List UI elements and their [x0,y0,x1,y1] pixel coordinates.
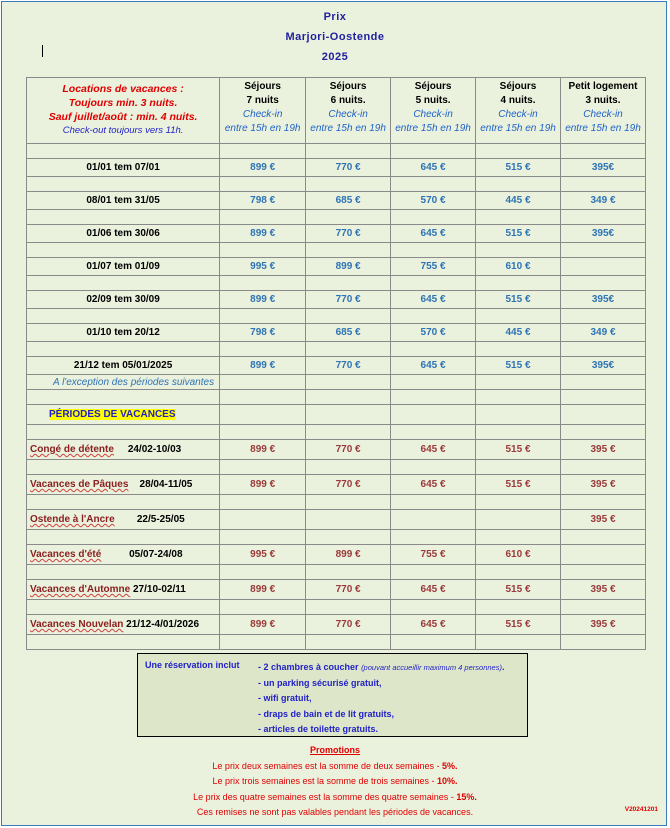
price-cell: 395 € [561,475,646,495]
table-row [27,258,646,276]
price-cell: 645 € [391,159,476,177]
price-cell: 899 € [220,615,306,635]
period-dates: 01/07 tem 01/09 [27,258,220,276]
table-row [27,324,646,342]
table-row [27,545,646,565]
price-cell: 899 € [220,475,306,495]
price-cell: 570 € [391,192,476,210]
conditions-line: Locations de vacances : [62,83,184,95]
list-item: - articles de toilette gratuits. [258,724,379,734]
price-cell: 645 € [391,440,476,460]
table-row [27,475,646,495]
price-cell: 995 € [220,545,306,565]
inclusions-box [137,653,528,737]
promotion-line: Le prix deux semaines est la somme de deux semaines - 5%. [212,760,458,771]
column-header: Petit logement 3 nuits. Check-in entre 15h en 19h [561,78,646,144]
price-cell: 899 € [306,258,391,276]
price-cell: 515 € [476,475,561,495]
price-cell [561,545,646,565]
price-table [26,77,646,650]
holiday-period: Ostende à l'Ancre 22/5-25/05 [27,510,220,530]
table-row [27,159,646,177]
price-cell: 770 € [306,440,391,460]
header-year: 2025 [321,51,349,63]
column-header: Séjours 6 nuits. Check-in entre 15h en 19h [306,78,391,144]
price-cell: 610 € [476,258,561,276]
price-cell: 515 € [476,225,561,243]
promotion-line: Ces remises ne sont pas valables pendant les périodes de vacances. [196,807,474,817]
price-cell: 445 € [476,192,561,210]
price-cell: 685 € [306,324,391,342]
holiday-section-heading: PÉRIODES DE VACANCES [27,405,220,425]
price-cell: 445 € [476,324,561,342]
holiday-period: Vacances d'Automne 27/10-02/11 [27,580,220,600]
price-cell: 770 € [306,580,391,600]
price-cell: 755 € [391,258,476,276]
rental-conditions [27,78,220,144]
list-item: - draps de bain et de lit gratuits, [258,708,395,719]
conditions-line: Toujours min. 3 nuits. [68,97,178,109]
price-cell: 349 € [561,324,646,342]
price-cell: 395 € [561,615,646,635]
price-cell: 395 € [561,510,646,530]
price-cell: 645 € [391,580,476,600]
price-cell: 645 € [391,475,476,495]
table-row [27,192,646,210]
table-row [27,291,646,309]
conditions-line: Sauf juillet/août : min. 4 nuits. [48,111,198,123]
price-cell: 610 € [476,545,561,565]
price-cell: 995 € [220,258,306,276]
price-cell: 899 € [220,159,306,177]
table-row [27,580,646,600]
holiday-period: Vacances d'été 05/07-24/08 [27,545,220,565]
price-cell: 685 € [306,192,391,210]
list-item: - 2 chambres à coucher (pouvant accueillir maximum 4 personnes). [258,662,505,672]
period-dates: 08/01 tem 31/05 [27,192,220,210]
period-dates: 21/12 tem 05/01/2025 [27,357,220,375]
price-cell: 899 € [220,357,306,375]
price-cell: 770 € [306,615,391,635]
price-cell: 395 € [561,440,646,460]
inclusions-label: Une réservation inclut [145,660,240,670]
table-row [27,357,646,375]
promotion-line: Le prix trois semaines est la somme de trois semaines - 10%. [212,776,458,786]
table-row [27,510,646,530]
price-cell: 395€ [561,225,646,243]
version-stamp: V20241201 [624,806,658,813]
price-cell: 798 € [220,192,306,210]
price-cell: 515 € [476,357,561,375]
price-cell: 770 € [306,159,391,177]
checkout-line: Check-out toujours vers 11h. [62,125,184,136]
price-cell: 899 € [220,580,306,600]
price-cell [561,258,646,276]
price-cell: 395€ [561,357,646,375]
holiday-period: Congé de détente 24/02-10/03 [27,440,220,460]
column-header: Séjours 5 nuits. Check-in entre 15h en 19h [391,78,476,144]
header-location: Marjori-Oostende [285,31,385,43]
price-cell: 899 € [220,440,306,460]
price-cell: 770 € [306,475,391,495]
header-title: Prix [323,11,347,23]
list-item: - wifi gratuit, [258,693,312,703]
price-cell: 349 € [561,192,646,210]
price-cell: 645 € [391,225,476,243]
price-cell: 515 € [476,440,561,460]
period-dates: 02/09 tem 30/09 [27,291,220,309]
price-cell: 645 € [391,291,476,309]
price-cell: 395€ [561,159,646,177]
column-header: Séjours 7 nuits Check-in entre 15h en 19h [220,78,306,144]
price-cell: 645 € [391,615,476,635]
price-cell: 899 € [220,291,306,309]
text-cursor [42,45,43,57]
price-cell: 645 € [391,357,476,375]
price-cell: 899 € [220,225,306,243]
price-cell [306,510,391,530]
table-header-row [27,78,646,144]
price-cell [476,510,561,530]
table-row [27,440,646,460]
price-cell: 515 € [476,159,561,177]
price-sheet [1,1,667,826]
price-cell: 515 € [476,580,561,600]
period-dates: 01/01 tem 07/01 [27,159,220,177]
period-dates: 01/10 tem 20/12 [27,324,220,342]
price-cell: 515 € [476,615,561,635]
price-cell: 770 € [306,357,391,375]
price-cell: 770 € [306,291,391,309]
price-cell: 770 € [306,225,391,243]
column-header: Séjours 4 nuits. Check-in entre 15h en 19h [476,78,561,144]
holiday-period: Vacances de Pâques 28/04-11/05 [27,475,220,495]
price-cell: 899 € [306,545,391,565]
price-cell: 755 € [391,545,476,565]
promotions-section [2,743,668,821]
promotions-title: Promotions [309,745,360,755]
price-cell: 798 € [220,324,306,342]
inclusions-list [258,660,504,738]
table-row [27,615,646,635]
price-cell [220,510,306,530]
price-cell: 395 € [561,580,646,600]
period-dates: 01/06 tem 30/06 [27,225,220,243]
holiday-period: Vacances Nouvelan 21/12-4/01/2026 [27,615,220,635]
list-item: - un parking sécurisé gratuit, [258,677,382,688]
promotion-line: Le prix des quatre semaines est la somme des quatre semaines - 15%. [193,791,477,802]
price-cell: 570 € [391,324,476,342]
price-cell: 515 € [476,291,561,309]
exception-note: A l'exception des périodes suivantes [27,375,220,390]
table-row [27,225,646,243]
price-cell [391,510,476,530]
price-cell: 395€ [561,291,646,309]
